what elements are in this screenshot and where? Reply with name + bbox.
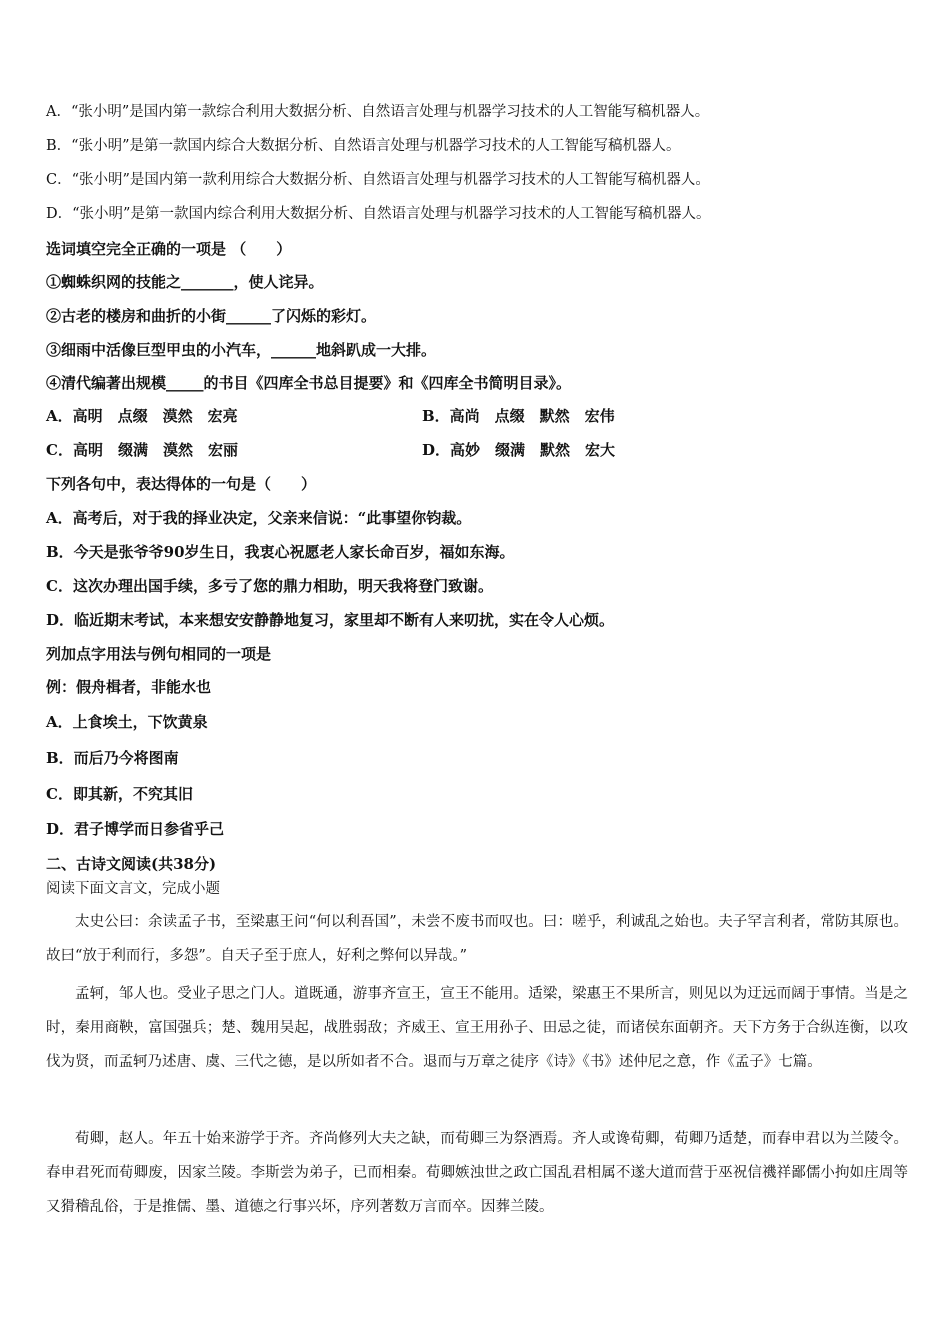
passage-paragraph-3: 荀卿，赵人。年五十始来游学于齐。齐尚修列大夫之缺，而荀卿三为祭酒焉。齐人或谗荀卿，荀卿乃适楚，而春申君以为兰陵令。春申君死而荀卿废，因家兰陵。李斯尝为弟子，已而相秦。荀卿嫉浊世之政亡国乱君相属不遂大道而营于巫祝信禨祥鄙儒小拘如庄周等又猾稽乱俗，于是推儒、墨、道德之行事兴坏，序列著数万言而卒。因葬兰陵。	[46, 1131, 908, 1215]
usage-option-d: D．君子博学而日参省乎己	[46, 820, 225, 838]
usage-example: 例：假舟楫者，非能水也	[46, 678, 212, 696]
fill-item-1: ①蜘蛛织网的技能之_______，使人诧异。	[46, 273, 324, 291]
fill-option-b: B．高尚 点缀 默然 宏伟	[422, 407, 615, 425]
usage-option-c: C．即其新，不究其旧	[46, 785, 193, 803]
fill-option-c: C．高明 缀满 漠然 宏丽	[46, 441, 238, 459]
fill-option-d: D．高妙 缀满 默然 宏大	[422, 441, 616, 459]
section-title: 二、古诗文阅读(共38分)	[46, 855, 217, 873]
fill-question-stem: 选词填空完全正确的一项是 （ ）	[46, 240, 292, 258]
q-a-option-d: D．“张小明”是第一款国内综合利用大数据分析、自然语言处理与机器学习技术的人工智能写稿机器人。	[46, 206, 711, 222]
fill-item-3: ③细雨中活像巨型甲虫的小汽车，______地斜趴成一大排。	[46, 341, 437, 359]
q-a-option-b: B．“张小明”是第一款国内综合大数据分析、自然语言处理与机器学习技术的人工智能写稿机器人。	[46, 138, 681, 154]
q-a-option-c: C．“张小明”是国内第一款利用综合大数据分析、自然语言处理与机器学习技术的人工智能写稿机器人。	[46, 172, 710, 188]
passage-paragraph-1: 太史公曰：余读孟子书，至梁惠王问“何以利吾国”，未尝不废书而叹也。曰：嗟乎，利诚乱之始也。夫子罕言利者，常防其原也。故曰“放于利而行，多怨”。自天子至于庶人，好利之弊何以异哉。”	[46, 914, 908, 964]
usage-option-a: A．上食埃土，下饮黄泉	[46, 713, 208, 731]
fill-option-row-1	[46, 406, 615, 426]
expression-option-d: D．临近期末考试，本来想安安静静地复习，家里却不断有人来叨扰，实在令人心烦。	[46, 611, 615, 629]
fill-item-2: ②古老的楼房和曲折的小街______了闪烁的彩灯。	[46, 307, 377, 325]
usage-option-b: B．而后乃今将图南	[46, 749, 179, 767]
expression-option-c: C．这次办理出国手续，多亏了您的鼎力相助，明天我将登门致谢。	[46, 577, 493, 595]
passage-paragraph-2: 孟轲，邹人也。受业子思之门人。道既通，游事齐宣王，宣王不能用。适梁，梁惠王不果所言，则见以为迂远而阔于事情。当是之时，秦用商鞅，富国强兵；楚、魏用吴起，战胜弱敌；齐威王、宣王用孙子、田忌之徒，而诸侯东面朝齐。天下方务于合纵连衡，以攻伐为贤，而孟轲乃述唐、虞、三代之德，是以所如者不合。退而与万章之徒序《诗》《书》述仲尼之意，作《孟子》七篇。	[46, 986, 908, 1070]
section-instruction: 阅读下面文言文，完成小题	[46, 881, 220, 897]
fill-item-4: ④清代编著出规模_____的书目《四库全书总目提要》和《四库全书简明目录》。	[46, 374, 572, 392]
usage-question-stem: 列加点字用法与例句相同的一项是	[46, 645, 272, 663]
q-a-option-a: A．“张小明”是国内第一款综合利用大数据分析、自然语言处理与机器学习技术的人工智能写稿机器人。	[46, 104, 710, 120]
fill-option-row-2	[46, 440, 616, 460]
fill-option-a: A．高明 点缀 漠然 宏亮	[46, 407, 238, 425]
expression-option-a: A．高考后，对于我的择业决定，父亲来信说：“此事望你钧裁。	[46, 509, 472, 527]
expression-question-stem: 下列各句中，表达得体的一句是（ ）	[46, 475, 317, 493]
expression-option-b: B．今天是张爷爷90岁生日，我衷心祝愿老人家长命百岁，福如东海。	[46, 543, 515, 561]
